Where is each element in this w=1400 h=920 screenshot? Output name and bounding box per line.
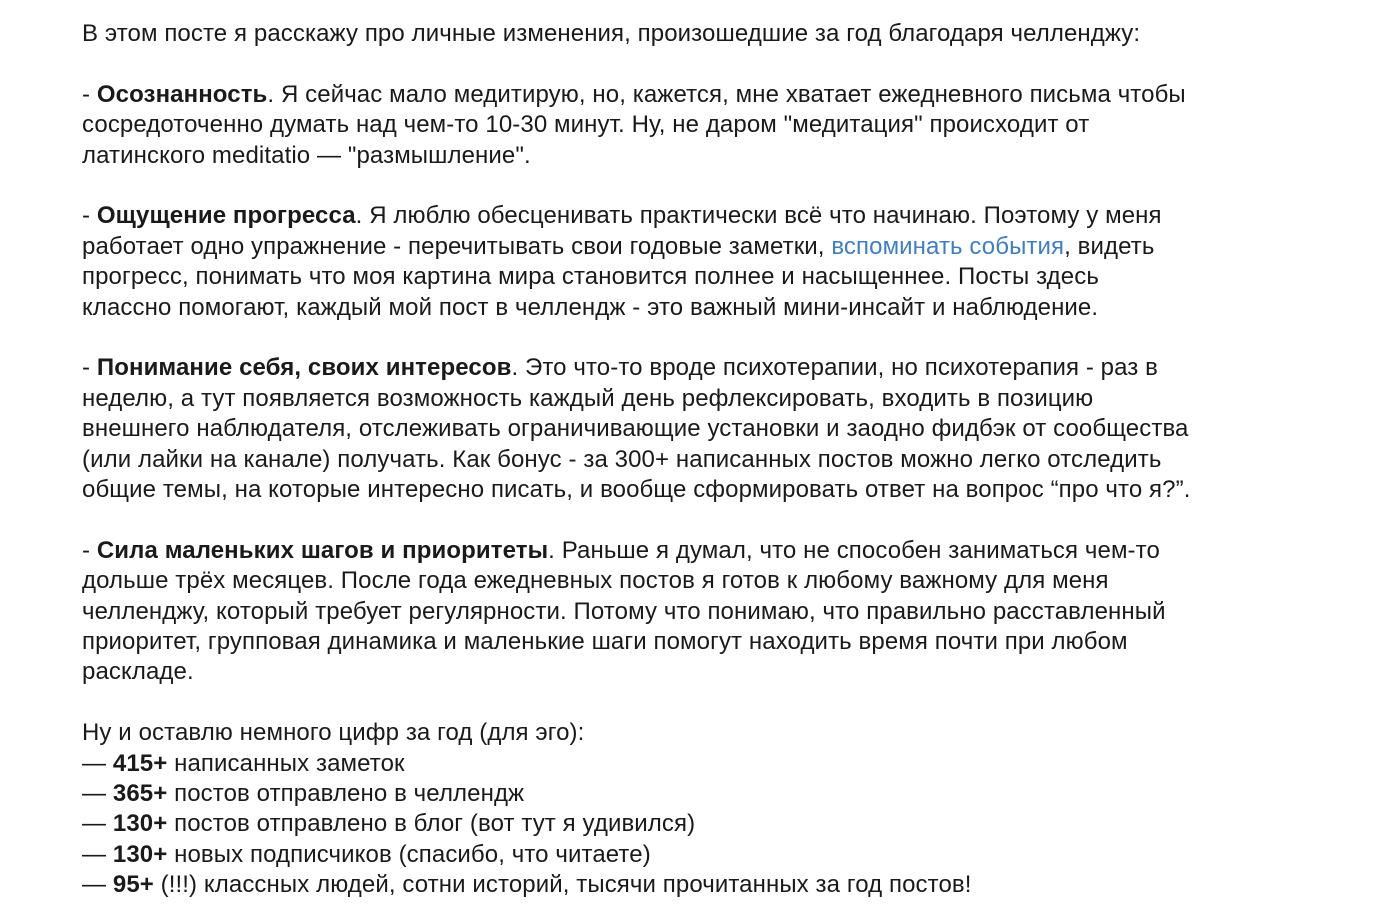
- stat-label: (!!!) классных людей, сотни историй, тысячи прочитанных за год постов!: [153, 871, 972, 899]
- bullet-dash: -: [82, 354, 97, 382]
- stat-value: 365+: [112, 780, 168, 808]
- section-text: . Я сейчас мало медитирую, но, кажется, мне хватает ежедневного письма чтобы: [267, 80, 1186, 108]
- bullet-dash: -: [82, 80, 97, 108]
- stat-value: 95+: [112, 871, 154, 899]
- section-line: классно помогают, каждый мой пост в челлендж - это важный мини-инсайт и наблюдение.: [82, 293, 1099, 321]
- stat-label: постов отправлено в блог (вот тут я удивился): [167, 810, 696, 838]
- stat-dash: —: [82, 810, 113, 838]
- stat-item: [82, 870, 1312, 900]
- intro-paragraph: [82, 19, 1312, 49]
- stats-heading: Ну и оставлю немного цифр за год (для эго):: [82, 719, 585, 747]
- section-line: [82, 353, 1312, 383]
- section-title: Понимание себя, своих интересов: [96, 354, 512, 382]
- section-line: сосредоточенно думать над чем-то 10-30 минут. Ну, не даром "медитация" происходит от: [82, 111, 1090, 139]
- stat-label: постов отправлено в челлендж: [167, 780, 525, 808]
- section-title: Осознанность: [96, 80, 268, 108]
- section-line: [82, 80, 1312, 110]
- section-line: латинского meditatio — "размышление".: [82, 141, 531, 169]
- stats-list: [82, 718, 1312, 900]
- section-title: Сила маленьких шагов и приоритеты: [96, 536, 549, 564]
- stat-value: 130+: [112, 840, 168, 868]
- stat-item: [82, 809, 1312, 839]
- section-text: . Я люблю обесценивать практически всё что начинаю. Поэтому у меня: [355, 202, 1162, 230]
- section-line: внешнего наблюдателя, отслеживать ограничивающие установки и заодно фидбэк от сообщества: [82, 415, 1189, 443]
- section-text: . Это что-то вроде психотерапии, но психотерапия - раз в: [511, 354, 1159, 382]
- section-text: . Раньше я думал, что не способен заниматься чем-то: [548, 536, 1160, 564]
- section-line: приоритет, групповая динамика и маленькие шаги помогут находить время почти при любом: [82, 628, 1128, 656]
- stat-value: 415+: [112, 749, 168, 777]
- bullet-dash: -: [82, 202, 97, 230]
- section-line: прогресс, понимать что моя картина мира становится полнее и насыщеннее. Посты здесь: [82, 263, 1099, 291]
- stat-dash: —: [82, 840, 113, 868]
- section-line: [82, 201, 1312, 231]
- section-line: общие темы, на которые интересно писать, и вообще сформировать ответ на вопрос “про что я?”.: [82, 476, 1191, 504]
- stat-item: [82, 749, 1312, 779]
- stat-dash: —: [82, 871, 113, 899]
- section-title: Ощущение прогресса: [96, 202, 356, 230]
- stat-dash: —: [82, 749, 113, 777]
- section-line: дольше трёх месяцев. После года ежедневных постов я готов к любому важному для меня: [82, 567, 1109, 595]
- bullet-dash: -: [82, 536, 97, 564]
- section-self-understanding: [82, 353, 1312, 505]
- section-line: неделю, а тут появляется возможность каждый день рефлексировать, входить в позицию: [82, 384, 1094, 412]
- post-body: [82, 19, 1312, 901]
- section-line: челленджу, который требует регулярности. Потому что понимаю, что правильно расставленный: [82, 597, 1166, 625]
- stat-dash: —: [82, 780, 113, 808]
- remember-events-link[interactable]: вспоминать события: [831, 232, 1065, 260]
- section-small-steps: [82, 536, 1312, 688]
- stat-item: [82, 840, 1312, 870]
- intro-text: В этом посте я расскажу про личные изменения, произошедшие за год благодаря челленджу:: [82, 20, 1141, 47]
- section-line: (или лайки на канале) получать. Как бонус - за 300+ написанных постов можно легко отследить: [82, 445, 1162, 473]
- section-text: , видеть: [1064, 232, 1155, 260]
- section-progress: [82, 201, 1312, 323]
- section-line: [82, 232, 1312, 262]
- stat-value: 130+: [112, 810, 168, 838]
- section-text: работает одно упражнение - перечитывать свои годовые заметки,: [82, 232, 832, 260]
- stat-label: написанных заметок: [167, 749, 405, 777]
- stat-label: новых подписчиков (спасибо, что читаете): [167, 840, 651, 868]
- section-line: [82, 536, 1312, 566]
- stat-item: [82, 779, 1312, 809]
- section-mindfulness: [82, 80, 1312, 171]
- section-line: раскладе.: [82, 658, 194, 686]
